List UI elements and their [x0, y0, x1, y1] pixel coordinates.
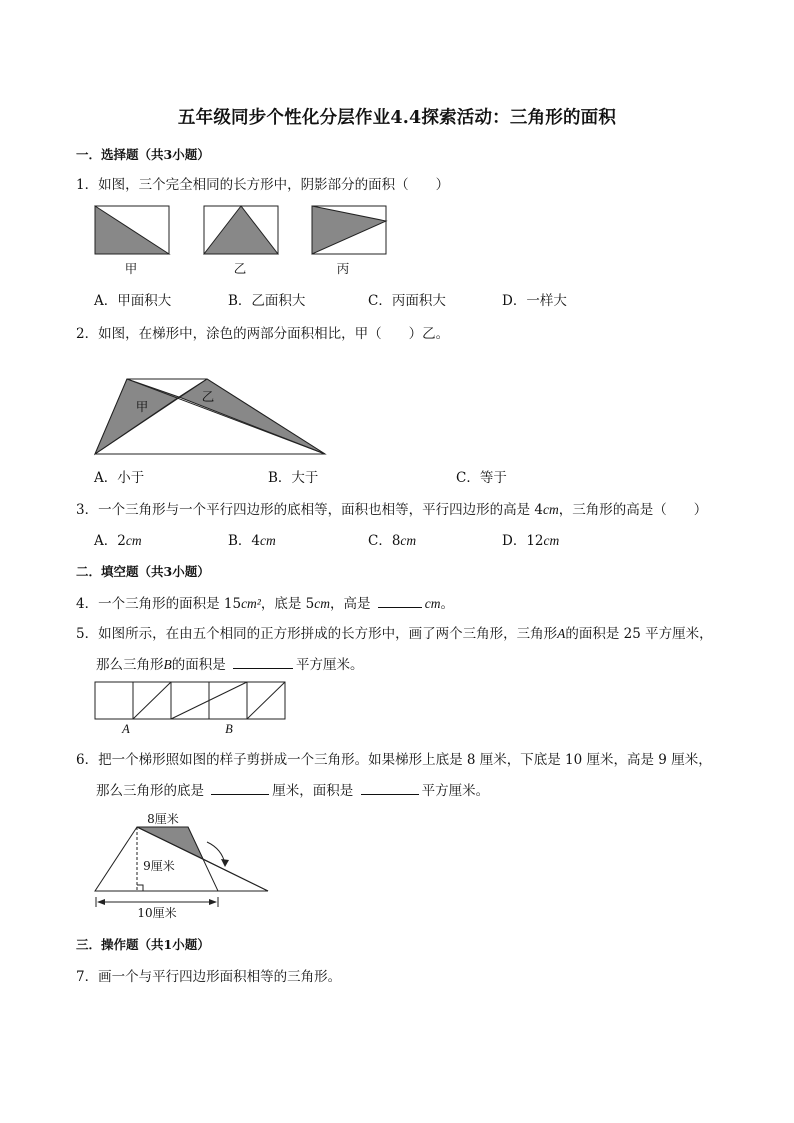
q1-option-b[interactable]: B．乙面积大 [228, 293, 306, 309]
question-6-line-2: 那么三角形的底是 厘米，面积是 平方厘米。 [96, 779, 489, 799]
figure-label-a: A [122, 722, 130, 736]
q2-option-c[interactable]: C．等于 [456, 470, 507, 486]
q1-option-a[interactable]: A．甲面积大 [94, 293, 172, 309]
q3-option-d[interactable]: D．12cm [502, 533, 560, 549]
q1-option-c[interactable]: C．丙面积大 [368, 293, 446, 309]
question-1-stem: 1．如图，三个完全相同的长方形中，阴影部分的面积（ ） [76, 177, 450, 193]
q2-option-a[interactable]: A．小于 [94, 470, 145, 486]
label-top-base: 8厘米 [147, 812, 179, 826]
label-height: 9厘米 [143, 859, 175, 873]
question-7-stem: 7．画一个与平行四边形面积相等的三角形。 [76, 969, 342, 985]
q3-option-c[interactable]: C．8cm [368, 533, 417, 549]
question-2-stem: 2．如图，在梯形中，涂色的两部分面积相比，甲（ ）乙。 [76, 326, 450, 342]
figure-label-bing: 丙 [336, 261, 350, 276]
q3-option-a[interactable]: A．2cm [94, 533, 142, 549]
section-heading-operation: 三．操作题（共1小题） [76, 937, 210, 952]
question-5-line-2: 那么三角形B的面积是 平方厘米。 [96, 653, 364, 673]
question-6-line-1: 6．把一个梯形照如图的样子剪拼成一个三角形。如果梯形上底是 8 厘米，下底是 10 厘米，高是 9 厘米， [76, 752, 712, 768]
figure-label-b: B [225, 722, 233, 736]
question-4-stem: 4．一个三角形的面积是 15cm²，底是 5cm，高是 cm。 [76, 592, 454, 612]
figure-label-jia: 甲 [124, 261, 138, 276]
q2-option-b[interactable]: B．大于 [268, 470, 319, 486]
figure-label-jia: 甲 [135, 399, 149, 414]
q1-option-d[interactable]: D．一样大 [502, 293, 567, 309]
label-bottom-base: 10厘米 [137, 906, 177, 920]
figure-label-yi: 乙 [201, 389, 215, 404]
q3-option-b[interactable]: B．4cm [228, 533, 276, 549]
question-5-line-1: 5．如图所示，在由五个相同的正方形拼成的长方形中，画了两个三角形，三角形A的面积是 25 平方厘米， [76, 626, 713, 642]
question-3-stem: 3．一个三角形与一个平行四边形的底相等，面积也相等，平行四边形的高是 4cm，三角形的高是（ ） [76, 502, 708, 518]
section-heading-choice: 一．选择题（共3小题） [76, 147, 210, 162]
page-title: 五年级同步个性化分层作业4.4探索活动：三角形的面积 [177, 108, 617, 128]
figure-label-yi: 乙 [233, 261, 247, 276]
section-heading-fill: 二．填空题（共3小题） [76, 564, 210, 579]
